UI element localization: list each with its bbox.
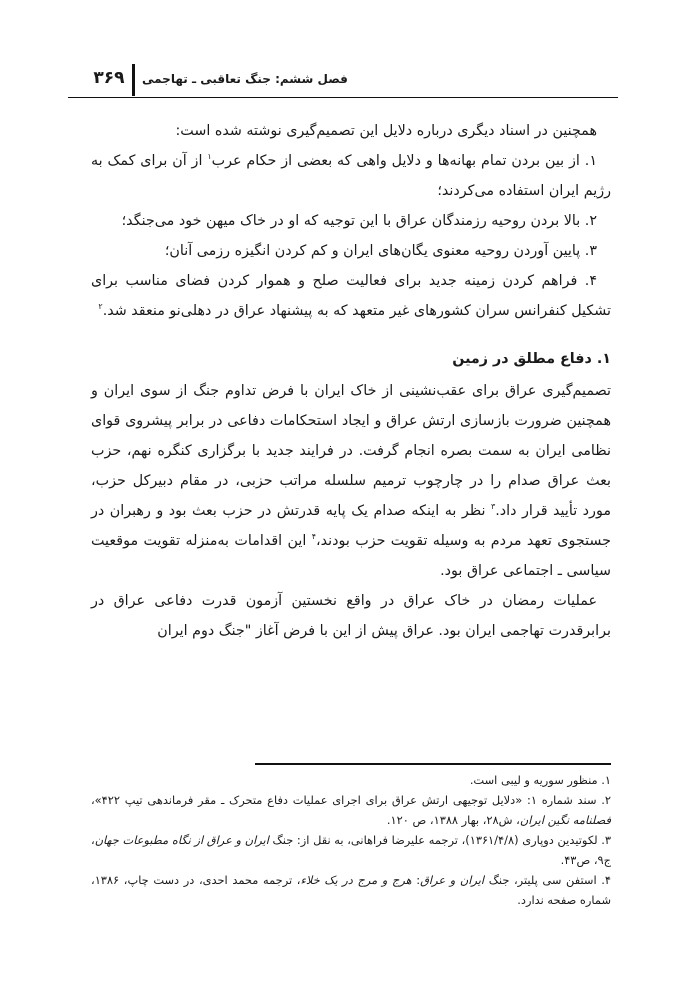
list-item-4: ۴. فراهم کردن زمینه جدید برای فعالیت صلح و هموار کردن فضای مناسب برای تشکیل کنفرانس سران کشورهای غیر متعهد که به پیشنهاد عراق در دهلی‌نو منعقد شد.$^۲$	[91, 273, 611, 319]
section-heading: ۱. دفاع مطلق در زمین	[452, 351, 611, 367]
page-header	[0, 62, 699, 102]
footnote-1: ۱. منظور سوریه و لیبی است.	[469, 773, 611, 787]
footnote-ref: ۲	[98, 302, 103, 312]
list-item-2: ۲. بالا بردن روحیه رزمندگان عراق با این توجیه که او در خاک میهن خود می‌جنگد؛	[121, 213, 597, 229]
footnote-ref: ۴	[311, 532, 317, 542]
header-rule	[68, 97, 618, 98]
intro-paragraph: همچنین در اسناد دیگری درباره دلایل این تصمیم‌گیری نوشته شده است:	[175, 123, 597, 139]
footnote-rule	[255, 763, 611, 765]
list-item-3: ۳. پایین آوردن روحیه معنوی یگان‌های ایران و کم کردن انگیزه رزمی آنان؛	[164, 243, 597, 259]
page-number: ۳۶۹	[93, 68, 125, 88]
footnote-2: ۲. سند شماره ۱: «دلایل توجیهی ارتش عراق برای اجرای عملیات دفاع متحرک ـ مقر فرماندهی تیپ ۴۲۲»، فصلنامه نگین ایران، ش۲۸، بهار ۱۳۸۸، ص ۱۲۰.	[91, 793, 612, 827]
paragraph-2: عملیات رمضان در خاک عراق در واقع نخستین آزمون قدرت دفاعی عراق در برابرقدرت تهاجمی ایران بود. عراق پیش از این با فرض آغاز "جنگ دوم ایران	[91, 593, 611, 639]
header-separator	[132, 64, 135, 96]
list-item-1: ۱. از بین بردن تمام بهانه‌ها و دلایل واهی که بعضی از حکام عرب$^۱$ از آن برای کمک به رژیم ایران استفاده می‌کردند؛	[91, 152, 611, 199]
footnote-ref: ۱	[207, 152, 212, 162]
paragraph-1: تصمیم‌گیری عراق برای عقب‌نشینی از خاک ایران با فرض تداوم جنگ از سوی ایران و همچنین ضرورت بازسازی ارتش عراق و ایجاد استحکامات دفاعی در برابر پیشروی قوای نظامی ایران به سمت بصره انجام گرفت. در فرایند جدید با برگزاری کنگره نهم، حزب بعث عراق صدام را در چارچوب ترمیم سلسله مراتب حزبی، در مقام دبیرکل حزب، مورد تأیید قرار داد.$^۳$ نظر به اینکه صدام یک پایه قدرتش در حزب بعث بود و رهبران در جستجوی تعهد مردم به وسیله تقویت حزب بودند،$^۴$ این اقدامات به‌منزله تقویت موقعیت سیاسی ـ اجتماعی عراق بود.	[91, 383, 611, 579]
footnote-3: ۳. لکوتیدین دوپاری (۱۳۶۱/۴/۸)، ترجمه علیرضا فراهانی، به نقل از: جنگ ایران و عراق از نگاه مطبوعات جهان، ج۹، ص۴۳.	[91, 833, 611, 867]
page-body	[91, 116, 611, 646]
chapter-title: فصل ششم: جنگ تعاقبی ـ تهاجمی	[142, 72, 348, 86]
footnotes	[91, 770, 611, 910]
footnote-ref: ۳	[490, 502, 496, 512]
footnote-4: ۴. استفن سی پلیتر، جنگ ایران و عراق: هرج و مرج در یک خلاء، ترجمه محمد احدی، در دست چاپ، ۱۳۸۶، شماره صفحه ندارد.	[91, 873, 612, 907]
